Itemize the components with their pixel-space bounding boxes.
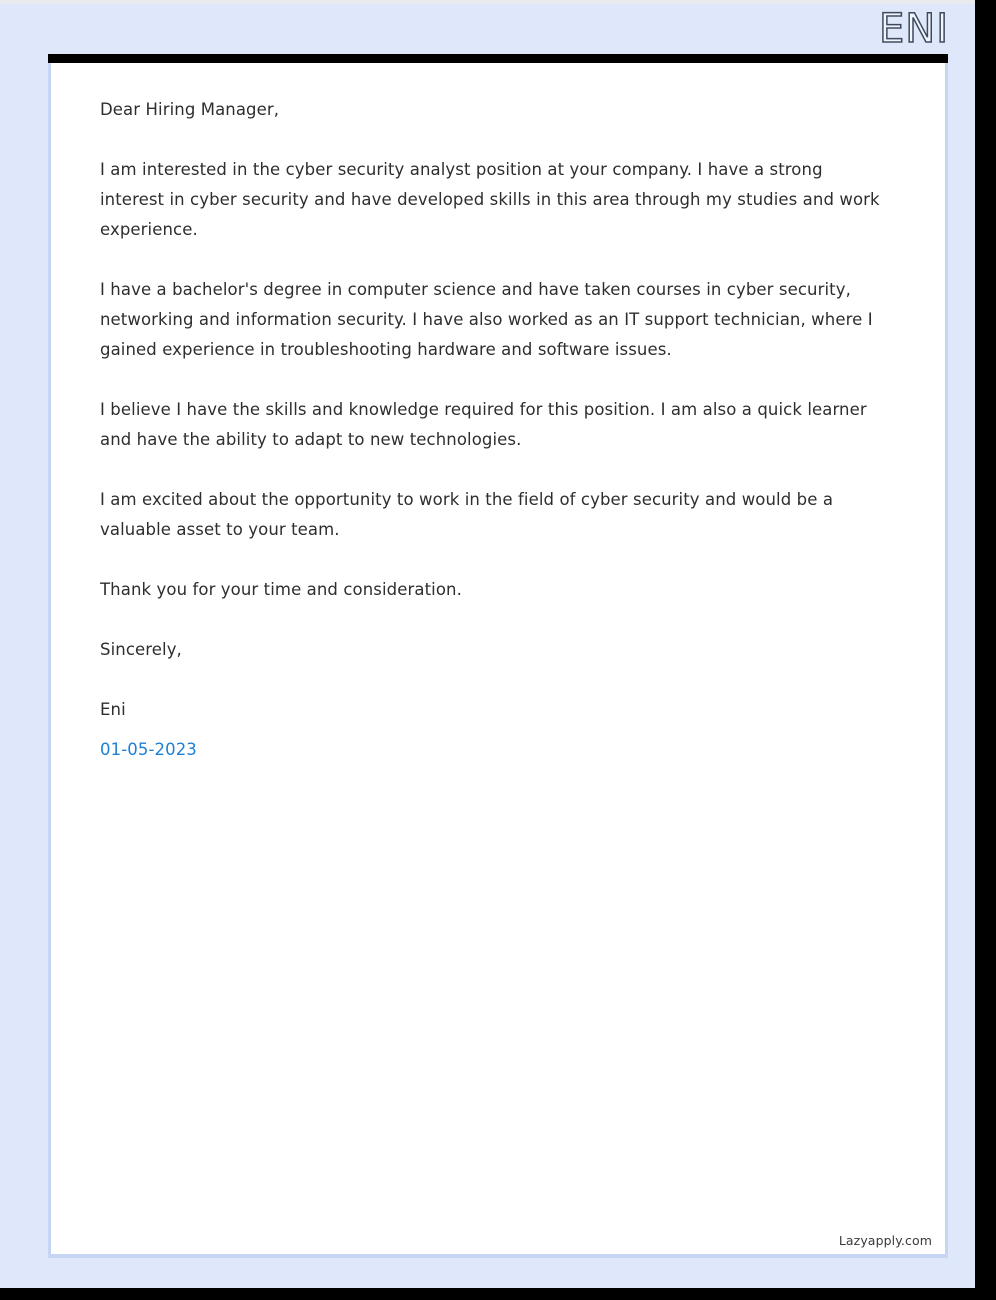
letter-paragraph-2: I have a bachelor's degree in computer science and have taken courses in cyber security, networking and information security. I have also worked as an IT support technician, where I gained experience in troubleshooting hardware and software issues. [100, 280, 873, 359]
footer-watermark: Lazyapply.com [838, 1233, 932, 1248]
eni-brand-logo: ENI [879, 6, 949, 52]
letter-paragraph-1: I am interested in the cyber security analyst position at your company. I have a strong interest in cyber security and have developed skills in this area through my studies and work experience. [100, 160, 880, 239]
document-header [0, 4, 975, 54]
right-edge-strip [975, 0, 996, 1300]
header-divider-rule [48, 54, 948, 63]
letter-salutation: Dear Hiring Manager, [100, 100, 280, 119]
letter-closing: Sincerely, [100, 640, 182, 659]
letter-signature-name: Eni [100, 700, 126, 719]
cover-letter-sheet [48, 63, 948, 1258]
letter-paragraph-3: I believe I have the skills and knowledge required for this position. I am also a quick learner and have the ability to adapt to new technologies. [100, 400, 867, 449]
letter-date: 01-05-2023 [100, 740, 197, 759]
letter-body [100, 95, 890, 765]
letter-paragraph-5: Thank you for your time and consideration. [100, 580, 462, 599]
bottom-edge-strip [0, 1288, 996, 1300]
letter-paragraph-4: I am excited about the opportunity to work in the field of cyber security and would be a valuable asset to your team. [100, 490, 834, 539]
